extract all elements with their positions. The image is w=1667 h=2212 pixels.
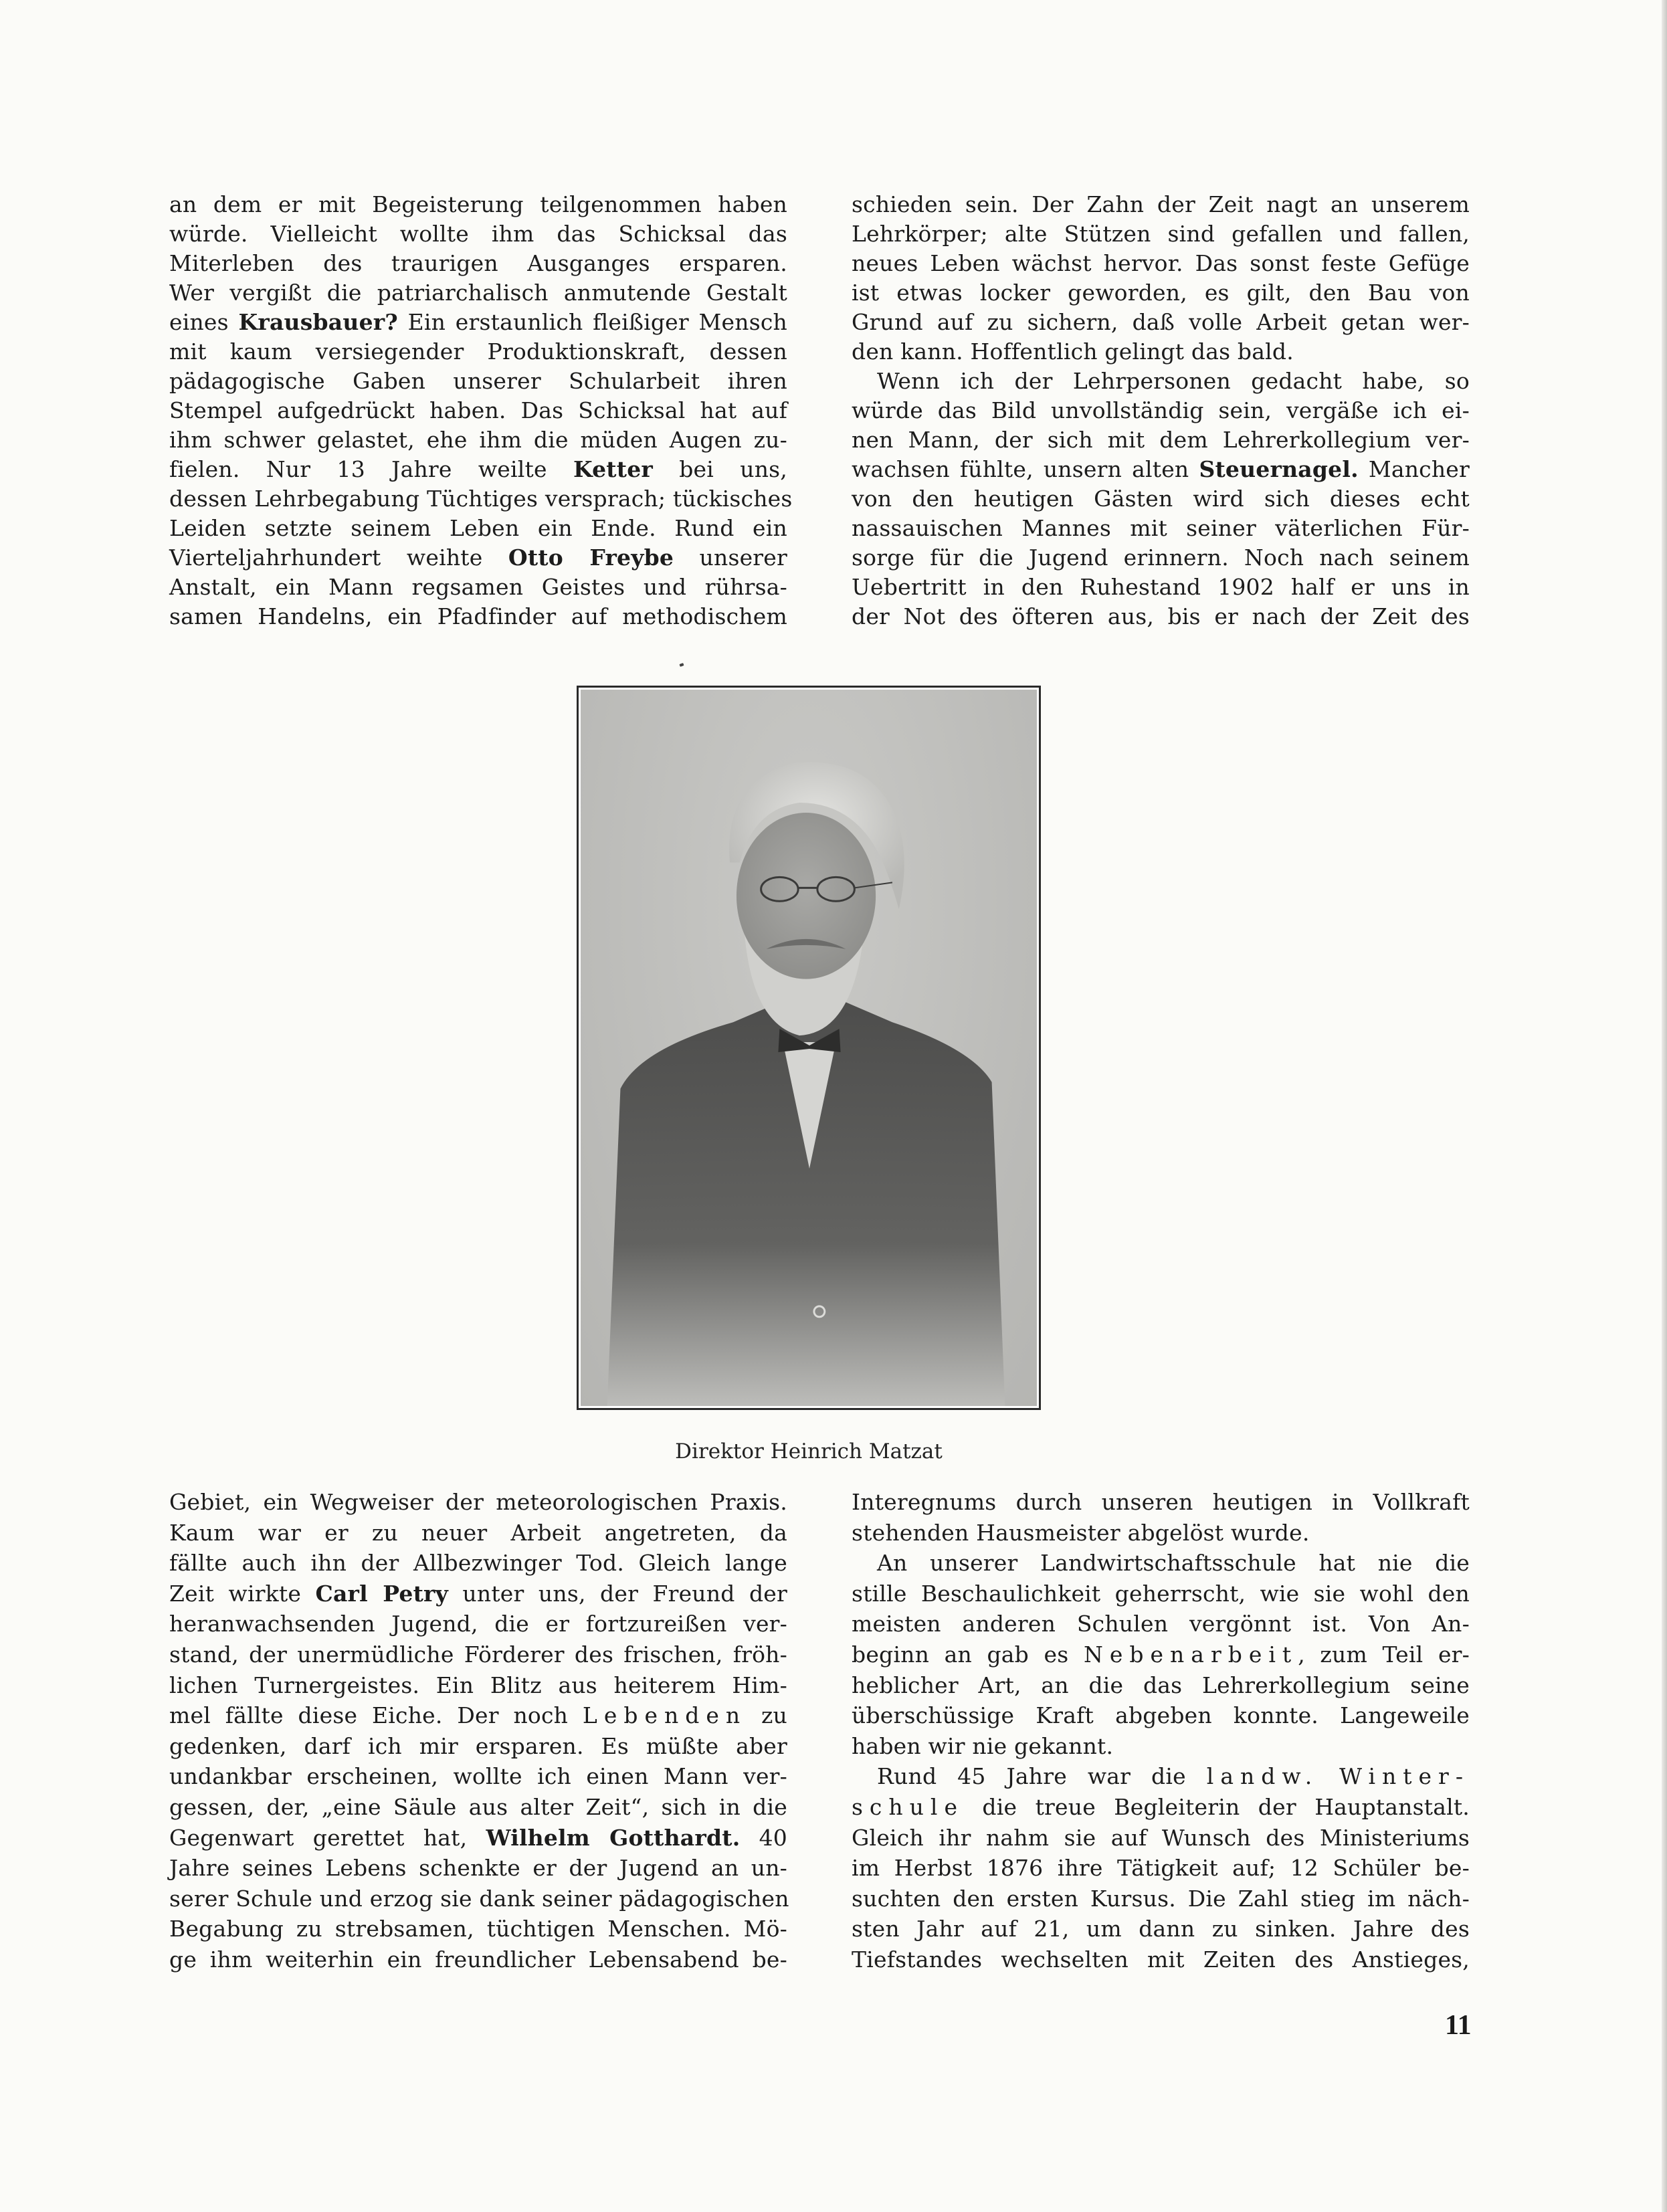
- column-top-right: [852, 190, 1470, 631]
- text-line: nen Mann, der sich mit dem Lehrerkollegium ver-: [852, 427, 1470, 453]
- text-line: im Herbst 1876 ihre Tätigkeit auf; 12 Schüler be-: [852, 1855, 1470, 1882]
- text-line: Gebiet, ein Wegweiser der meteorologischen Praxis.: [169, 1489, 787, 1515]
- spaced-emphasis: Winter-: [1339, 1763, 1470, 1790]
- text-line: schule die treue Begleiterin der Hauptanstalt.: [852, 1793, 1470, 1820]
- text-line: Gegenwart gerettet hat, Wilhelm Gotthardt. 40: [169, 1824, 787, 1851]
- bold-name: Steuernagel.: [1199, 456, 1359, 482]
- text-line: Lehrkörper; alte Stützen sind gefallen und fallen,: [852, 221, 1470, 247]
- text-line: Begabung zu strebsamen, tüchtigen Menschen. Mö-: [169, 1916, 787, 1942]
- spaced-emphasis: Nebenarbeit: [1083, 1641, 1298, 1668]
- text-line: Wer vergißt die patriarchalisch anmutende Gestalt: [169, 280, 787, 306]
- text-line: ge ihm weiterhin ein freundlicher Lebensabend be-: [169, 1946, 787, 1973]
- text-line: Gleich ihr nahm sie auf Wunsch des Ministeriums: [852, 1824, 1470, 1851]
- page-edge-shadow: [1662, 0, 1667, 2212]
- text-line: würde. Vielleicht wollte ihm das Schicksal das: [169, 221, 787, 247]
- text-line: meisten anderen Schulen vergönnt ist. Von An-: [852, 1611, 1470, 1637]
- text-line: Anstalt, ein Mann regsamen Geistes und rührsa-: [169, 574, 787, 600]
- text-line: ihm schwer gelastet, ehe ihm die müden Augen zu-: [169, 427, 787, 453]
- portrait-photo: [581, 690, 1037, 1406]
- bold-name: Ketter: [573, 456, 653, 482]
- bold-name: Otto Freybe: [508, 544, 674, 571]
- text-line: ist etwas locker geworden, es gilt, den Bau von: [852, 280, 1470, 306]
- text-line: Grund auf zu sichern, daß volle Arbeit getan wer-: [852, 309, 1470, 335]
- text-line: An unserer Landwirtschaftsschule hat nie die: [877, 1550, 1470, 1577]
- spaced-emphasis: Lebenden: [582, 1702, 747, 1729]
- text-line: sorge für die Jugend erinnern. Noch nach seinem: [852, 544, 1470, 571]
- text-line: beginn an gab es Nebenarbeit, zum Teil er-: [852, 1641, 1470, 1668]
- portrait-photo-frame: [577, 686, 1041, 1410]
- text-line: Kaum war er zu neuer Arbeit angetreten, da: [169, 1519, 787, 1546]
- portrait-figure-icon: [581, 690, 1037, 1406]
- print-speck: [679, 663, 684, 667]
- spaced-emphasis: schule: [852, 1793, 965, 1820]
- text-line: Leiden setzte seinem Leben ein Ende. Rund ein: [169, 515, 787, 541]
- text-line: Stempel aufgedrückt haben. Das Schicksal hat auf: [169, 397, 787, 423]
- bold-name: Carl Petry: [315, 1580, 448, 1607]
- text-line: stand, der unermüdliche Förderer des frischen, fröh-: [169, 1641, 787, 1668]
- text-line: undankbar erscheinen, wollte ich einen Mann ver-: [169, 1763, 787, 1790]
- text-line: neues Leben wächst hervor. Das sonst feste Gefüge: [852, 250, 1470, 276]
- text-line: stille Beschaulichkeit geherrscht, wie sie wohl den: [852, 1580, 1470, 1607]
- text-line: fällte auch ihn der Allbezwinger Tod. Gleich lange: [169, 1550, 787, 1577]
- text-line: schieden sein. Der Zahn der Zeit nagt an unserem: [852, 191, 1470, 217]
- bold-name: Wilhelm Gotthardt.: [486, 1824, 741, 1851]
- text-line: Vierteljahrhundert weihte Otto Freybe unserer: [169, 544, 787, 571]
- text-line: überschüssige Kraft abgeben konnte. Langeweile: [852, 1702, 1470, 1729]
- text-line: dessen Lehrbegabung Tüchtiges versprach; tückisches: [169, 486, 793, 512]
- spaced-emphasis: landw.: [1206, 1763, 1319, 1790]
- text-line: samen Handelns, ein Pfadfinder auf methodischem: [169, 603, 787, 629]
- text-line: Rund 45 Jahre war die landw. Winter-: [877, 1763, 1470, 1790]
- photo-caption: Direktor Heinrich Matzat: [675, 1439, 943, 1464]
- text-line: Zeit wirkte Carl Petry unter uns, der Freund der: [169, 1580, 787, 1607]
- page-number: 11: [1445, 2010, 1472, 2041]
- text-line: wachsen fühlte, unsern alten Steuernagel. Mancher: [852, 456, 1470, 482]
- text-line: an dem er mit Begeisterung teilgenommen haben: [169, 191, 787, 217]
- text-line: heblicher Art, an die das Lehrerkollegium seine: [852, 1672, 1470, 1698]
- column-bottom-left: [169, 1487, 787, 1975]
- text-line: der Not des öfteren aus, bis er nach der Zeit des: [852, 603, 1470, 629]
- column-top-left: [169, 190, 793, 631]
- text-line: pädagogische Gaben unserer Schularbeit ihren: [169, 368, 787, 394]
- text-line: Miterleben des traurigen Ausganges ersparen.: [169, 250, 787, 276]
- text-line: eines Krausbauer? Ein erstaunlich fleißiger Mensch: [169, 309, 787, 335]
- text-line: lichen Turnergeistes. Ein Blitz aus heiterem Him-: [169, 1672, 787, 1698]
- text-line: von den heutigen Gästen wird sich dieses echt: [852, 486, 1470, 512]
- text-line: Wenn ich der Lehrpersonen gedacht habe, so: [877, 368, 1470, 394]
- bold-name: Krausbauer?: [238, 309, 398, 335]
- text-line: heranwachsenden Jugend, die er fortzureißen ver-: [169, 1611, 787, 1637]
- text-line: haben wir nie gekannt.: [852, 1732, 1114, 1759]
- text-line: fielen. Nur 13 Jahre weilte Ketter bei uns,: [169, 456, 788, 482]
- text-line: nassauischen Mannes mit seiner väterlichen Für-: [852, 515, 1470, 541]
- text-line: serer Schule und erzog sie dank seiner pädagogischen: [169, 1885, 789, 1912]
- text-line: Uebertritt in den Ruhestand 1902 half er uns in: [852, 574, 1470, 600]
- text-line: gedenken, darf ich mir ersparen. Es müßte aber: [169, 1732, 787, 1759]
- text-line: Interegnums durch unseren heutigen in Vollkraft: [852, 1489, 1470, 1515]
- text-line: sten Jahr auf 21, um dann zu sinken. Jahre des: [852, 1916, 1470, 1942]
- text-line: den kann. Hoffentlich gelingt das bald.: [852, 338, 1294, 365]
- text-line: stehenden Hausmeister abgelöst wurde.: [852, 1519, 1310, 1546]
- text-line: mit kaum versiegender Produktionskraft, dessen: [169, 338, 787, 365]
- text-line: würde das Bild unvollständig sein, vergäße ich ei-: [852, 397, 1470, 423]
- text-line: Jahre seines Lebens schenkte er der Jugend an un-: [169, 1855, 787, 1882]
- text-line: suchten den ersten Kursus. Die Zahl stieg im näch-: [852, 1885, 1470, 1912]
- column-bottom-right: [852, 1487, 1470, 1975]
- text-line: gessen, der, „eine Säule aus alter Zeit“, sich in die: [169, 1793, 787, 1820]
- text-line: mel fällte diese Eiche. Der noch Lebenden zu: [169, 1702, 788, 1729]
- text-line: Tiefstandes wechselten mit Zeiten des Anstieges,: [852, 1946, 1470, 1973]
